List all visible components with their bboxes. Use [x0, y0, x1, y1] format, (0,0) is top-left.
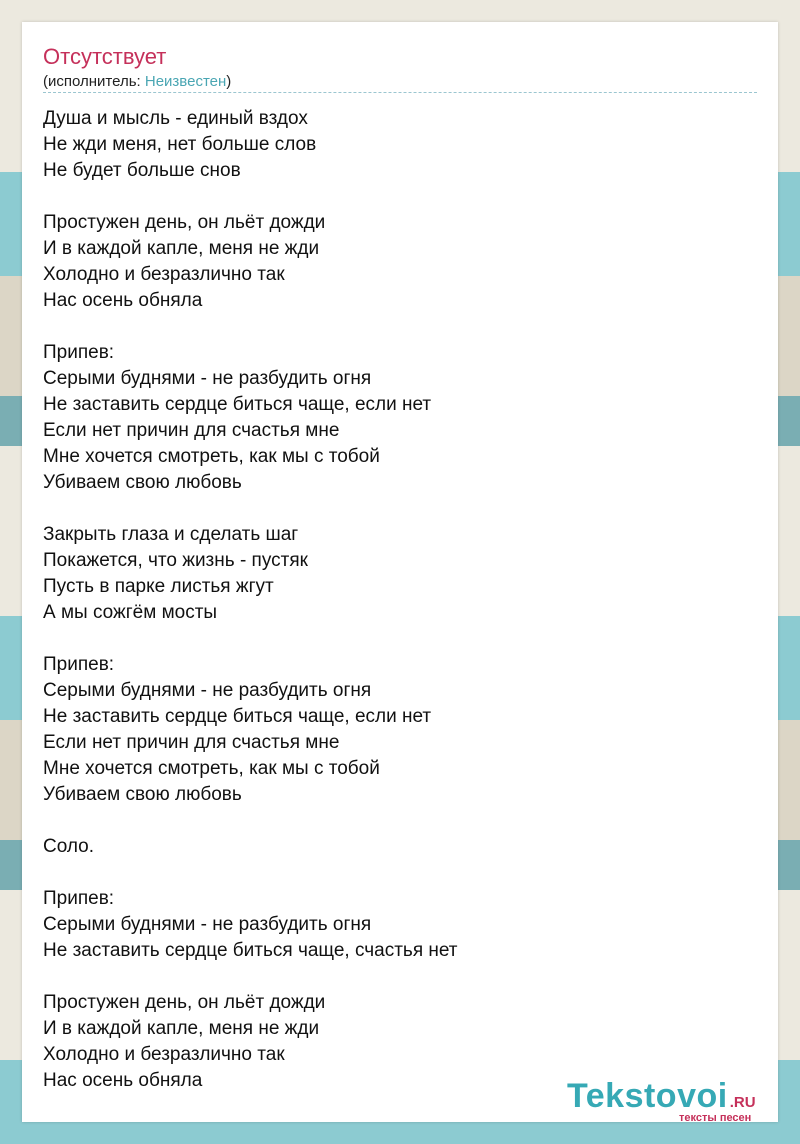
- lyric-line: Мне хочется смотреть, как мы с тобой: [43, 758, 380, 779]
- lyric-line: Соло.: [43, 836, 95, 857]
- lyric-line: Мне хочется смотреть, как мы с тобой: [43, 446, 380, 467]
- lyric-line: А мы сожгём мосты: [43, 602, 218, 623]
- lyric-line: Нас осень обняла: [43, 1070, 203, 1091]
- lyric-line: Припев:: [43, 888, 115, 909]
- lyric-line: Не заставить сердце биться чаще, счастья нет: [43, 940, 458, 961]
- lyric-line: И в каждой капле, меня не жди: [43, 238, 320, 259]
- lyric-line: Не будет больше снов: [43, 160, 241, 181]
- lyric-line: Холодно и безразлично так: [43, 264, 285, 285]
- lyric-line: Закрыть глаза и сделать шаг: [43, 524, 299, 545]
- lyric-line: Душа и мысль - единый вздох: [43, 108, 308, 129]
- lyrics-sheet: [22, 22, 778, 1122]
- lyric-line: Простужен день, он льёт дожди: [43, 212, 326, 233]
- stanza-gap: [43, 626, 743, 652]
- artist-suffix: ): [226, 73, 232, 90]
- lyric-line: Не жди меня, нет больше слов: [43, 134, 317, 155]
- lyrics-body: [43, 106, 743, 1094]
- lyric-line: Серыми буднями - не разбудить огня: [43, 680, 372, 701]
- lyric-line: Припев:: [43, 342, 115, 363]
- logo-name: Tekstovoi: [567, 1077, 728, 1115]
- lyric-line: Серыми буднями - не разбудить огня: [43, 914, 372, 935]
- stanza-gap: [43, 808, 743, 834]
- lyric-line: Пусть в парке листья жгут: [43, 576, 274, 597]
- dashed-divider: [43, 92, 757, 93]
- lyric-line: Припев:: [43, 654, 115, 675]
- stanza-gap: [43, 860, 743, 886]
- lyric-line: Простужен день, он льёт дожди: [43, 992, 326, 1013]
- lyric-line: Если нет причин для счастья мне: [43, 732, 340, 753]
- stanza-gap: [43, 964, 743, 990]
- artist-prefix: (исполнитель:: [43, 73, 145, 90]
- stanza-gap: [43, 314, 743, 340]
- stanza-gap: [43, 496, 743, 522]
- lyric-line: Убиваем свою любовь: [43, 784, 242, 805]
- artist-link[interactable]: Неизвестен: [144, 73, 227, 90]
- lyric-line: Убиваем свою любовь: [43, 472, 242, 493]
- artist-line: [43, 73, 231, 91]
- tekstovoi-logo[interactable]: [567, 1076, 777, 1124]
- stanza-gap: [43, 184, 743, 210]
- song-title: Отсутствует: [43, 44, 167, 69]
- lyric-line: Если нет причин для счастья мне: [43, 420, 340, 441]
- lyric-line: И в каждой капле, меня не жди: [43, 1018, 320, 1039]
- lyric-line: Покажется, что жизнь - пустяк: [43, 550, 308, 571]
- lyric-line: Не заставить сердце биться чаще, если нет: [43, 394, 432, 415]
- logo-tagline: тексты песен: [679, 1112, 752, 1124]
- logo-tld: .RU: [729, 1094, 756, 1111]
- lyric-line: Холодно и безразлично так: [43, 1044, 285, 1065]
- lyric-line: Нас осень обняла: [43, 290, 203, 311]
- lyric-line: Серыми буднями - не разбудить огня: [43, 368, 372, 389]
- lyric-line: Не заставить сердце биться чаще, если нет: [43, 706, 432, 727]
